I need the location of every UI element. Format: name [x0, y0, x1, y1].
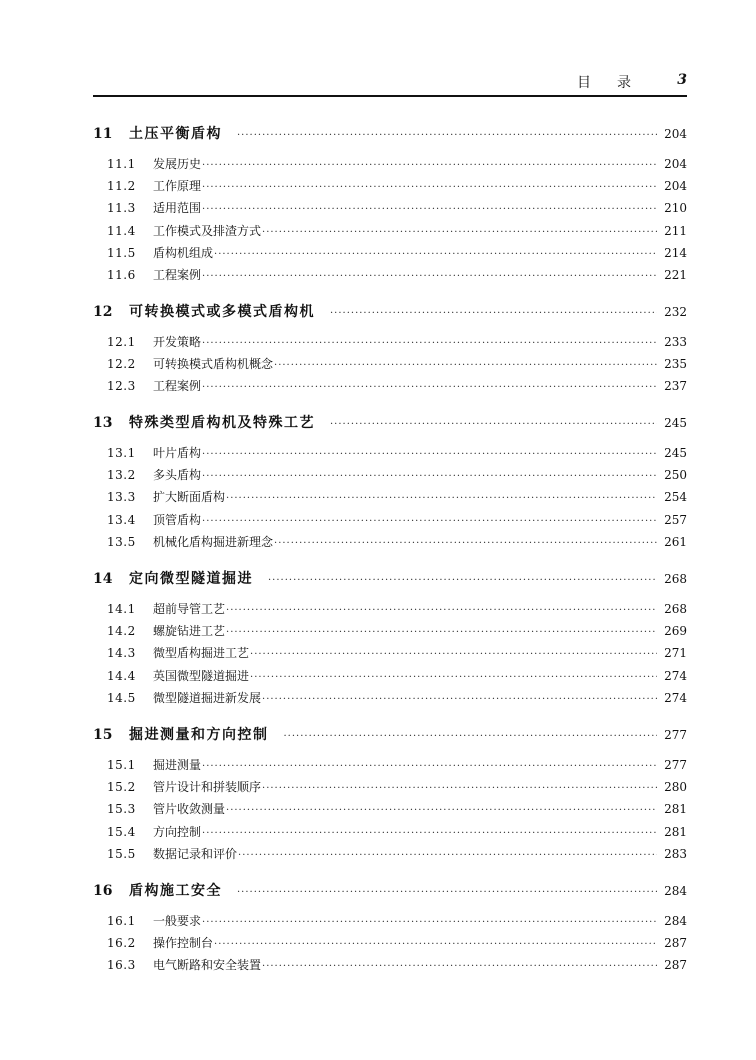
section-title: 叶片盾构: [153, 446, 202, 460]
section-page: 250: [664, 468, 687, 483]
section-page: 281: [664, 802, 687, 817]
leader-dots: [284, 731, 658, 742]
section-page: 281: [664, 824, 687, 839]
chapter-title: 可转换模式或多模式盾构机: [129, 304, 315, 320]
section-title: 微型隧道掘进新发展: [153, 690, 262, 705]
toc-section-row[interactable]: [93, 600, 687, 618]
section-number: 15.3: [107, 802, 136, 817]
leader-dots: [262, 227, 657, 238]
leader-dots: [214, 249, 657, 260]
leader-dots: [250, 672, 657, 683]
toc-chapter-row[interactable]: [93, 123, 687, 141]
leader-dots: [202, 449, 657, 460]
section-page: 204: [664, 157, 687, 171]
toc-chapter-row[interactable]: [93, 724, 687, 742]
toc-section-row[interactable]: [93, 466, 687, 484]
chapter-number: 15: [93, 727, 113, 743]
section-page: 287: [664, 936, 687, 951]
section-page: 233: [664, 335, 687, 349]
section-page: 274: [664, 668, 687, 683]
toc-section-row[interactable]: [93, 244, 687, 262]
section-page: 269: [664, 624, 687, 639]
leader-dots: [330, 308, 657, 319]
section-title: 可转换模式盾构机概念: [153, 357, 274, 372]
leader-dots: [262, 783, 657, 794]
leader-dots: [274, 360, 657, 371]
section-number: 11.3: [107, 201, 136, 216]
toc-section-row[interactable]: [93, 823, 687, 841]
header-title: 目录: [577, 75, 657, 91]
chapter-number: 14: [93, 571, 113, 587]
toc-section-row[interactable]: [93, 912, 687, 930]
section-number: 14.3: [107, 646, 136, 661]
section-number: 14.2: [107, 624, 136, 639]
toc-section-row[interactable]: [93, 956, 687, 974]
section-title: 扩大断面盾构: [153, 490, 226, 505]
section-page: 204: [664, 179, 687, 194]
section-title: 超前导管工艺: [153, 602, 226, 616]
section-number: 16.2: [107, 936, 136, 951]
section-title: 管片收敛测量: [153, 802, 226, 817]
chapter-title: 盾构施工安全: [129, 883, 222, 899]
leader-dots: [202, 471, 657, 482]
section-number: 15.2: [107, 780, 136, 795]
section-title: 机械化盾构掘进新理念: [153, 534, 274, 549]
section-number: 15.1: [107, 758, 136, 772]
section-number: 11.4: [107, 223, 136, 238]
section-number: 12.2: [107, 357, 136, 372]
section-page: 268: [664, 602, 687, 616]
leader-dots: [226, 493, 657, 504]
leader-dots: [262, 694, 657, 705]
toc-section-row[interactable]: [93, 155, 687, 173]
section-page: 277: [664, 758, 687, 772]
section-page: 280: [664, 780, 687, 795]
toc-section-row[interactable]: [93, 778, 687, 796]
section-page: 254: [664, 490, 687, 505]
toc-chapter-row[interactable]: [93, 412, 687, 430]
chapter-page: 268: [664, 572, 687, 586]
section-page: 283: [664, 846, 687, 861]
leader-dots: [250, 649, 657, 660]
section-page: 274: [664, 690, 687, 705]
leader-dots: [202, 338, 657, 349]
section-number: 13.2: [107, 468, 136, 483]
section-title: 方向控制: [153, 824, 202, 839]
section-page: 245: [664, 446, 687, 460]
section-page: 235: [664, 357, 687, 372]
toc-section-row[interactable]: [93, 934, 687, 952]
chapter-page: 277: [664, 728, 687, 742]
section-title: 电气断路和安全装置: [153, 958, 262, 973]
section-number: 12.1: [107, 335, 136, 349]
section-page: 261: [664, 534, 687, 549]
section-number: 11.5: [107, 245, 136, 260]
section-page: 287: [664, 958, 687, 973]
leader-dots: [214, 939, 657, 950]
leader-dots: [226, 627, 657, 638]
chapter-page: 284: [664, 884, 687, 898]
section-number: 12.3: [107, 379, 136, 394]
toc-section-row[interactable]: [93, 333, 687, 351]
toc-section-row[interactable]: [93, 845, 687, 863]
toc-section-row[interactable]: [93, 222, 687, 240]
section-page: 257: [664, 512, 687, 527]
section-number: 11.6: [107, 268, 136, 282]
chapter-page: 245: [664, 416, 687, 430]
header-page-number: 3: [677, 72, 687, 88]
section-title: 工作模式及排渣方式: [153, 223, 262, 238]
section-number: 13.5: [107, 534, 136, 549]
section-title: 发展历史: [153, 157, 202, 171]
toc-section-row[interactable]: [93, 644, 687, 662]
toc-section-row[interactable]: [93, 199, 687, 217]
section-page: 211: [664, 223, 687, 238]
section-page: 284: [664, 914, 687, 928]
section-number: 13.4: [107, 512, 136, 527]
section-page: 221: [664, 268, 687, 282]
leader-dots: [202, 761, 657, 772]
section-number: 15.4: [107, 824, 136, 839]
leader-dots: [226, 805, 657, 816]
section-title: 工程案例: [153, 268, 202, 282]
toc-section-row[interactable]: [93, 355, 687, 373]
toc-section-row[interactable]: [93, 266, 687, 284]
section-title: 顶管盾构: [153, 512, 202, 527]
leader-dots: [202, 382, 657, 393]
section-title: 开发策略: [153, 335, 202, 349]
toc-section-row[interactable]: [93, 377, 687, 395]
leader-dots: [268, 575, 657, 586]
toc-section-row[interactable]: [93, 488, 687, 506]
section-number: 16.3: [107, 958, 136, 973]
leader-dots: [330, 419, 657, 430]
section-number: 14.1: [107, 602, 136, 616]
leader-dots: [202, 204, 657, 215]
section-title: 适用范围: [153, 201, 202, 216]
section-page: 210: [664, 201, 687, 216]
toc-chapter-row[interactable]: [93, 301, 687, 319]
section-number: 15.5: [107, 846, 136, 861]
leader-dots: [202, 271, 657, 282]
section-page: 237: [664, 379, 687, 394]
toc-section-row[interactable]: [93, 444, 687, 462]
toc-section-row[interactable]: [93, 533, 687, 551]
chapter-title: 掘进测量和方向控制: [129, 727, 269, 743]
leader-dots: [202, 828, 657, 839]
leader-dots: [237, 130, 657, 141]
section-page: 214: [664, 245, 687, 260]
section-title: 工程案例: [153, 379, 202, 394]
chapter-number: 11: [93, 126, 113, 142]
section-title: 英国微型隧道掘进: [153, 668, 250, 683]
section-title: 微型盾构掘进工艺: [153, 646, 250, 661]
toc-section-row[interactable]: [93, 756, 687, 774]
chapter-number: 12: [93, 304, 113, 320]
toc-chapter-row[interactable]: [93, 880, 687, 898]
chapter-title: 土压平衡盾构: [129, 126, 222, 142]
leader-dots: [226, 605, 657, 616]
leader-dots: [274, 538, 657, 549]
section-title: 一般要求: [153, 914, 202, 928]
leader-dots: [202, 160, 657, 171]
header-rule: [93, 95, 687, 97]
chapter-page: 204: [664, 127, 687, 141]
chapter-title: 特殊类型盾构机及特殊工艺: [129, 415, 315, 431]
section-number: 11.1: [107, 157, 136, 171]
toc-section-row[interactable]: [93, 177, 687, 195]
toc-section-row[interactable]: [93, 689, 687, 707]
section-title: 管片设计和拼装顺序: [153, 780, 262, 795]
section-number: 13.3: [107, 490, 136, 505]
toc-chapter-row[interactable]: [93, 568, 687, 586]
chapter-page: 232: [664, 305, 687, 319]
section-title: 操作控制台: [153, 936, 214, 951]
leader-dots: [202, 917, 657, 928]
section-title: 数据记录和评价: [153, 846, 238, 861]
section-title: 螺旋钻进工艺: [153, 624, 226, 639]
toc-section-row[interactable]: [93, 667, 687, 685]
section-number: 14.5: [107, 690, 136, 705]
section-page: 271: [664, 646, 687, 661]
leader-dots: [237, 887, 657, 898]
running-header: [93, 72, 687, 94]
section-title: 多头盾构: [153, 468, 202, 483]
leader-dots: [262, 961, 657, 972]
chapter-title: 定向微型隧道掘进: [129, 571, 253, 587]
toc-section-row[interactable]: [93, 800, 687, 818]
section-title: 掘进测量: [153, 758, 202, 772]
leader-dots: [202, 182, 657, 193]
section-number: 16.1: [107, 914, 136, 928]
section-title: 盾构机组成: [153, 245, 214, 260]
chapter-number: 13: [93, 415, 113, 431]
toc-section-row[interactable]: [93, 511, 687, 529]
section-number: 11.2: [107, 179, 136, 194]
toc-section-row[interactable]: [93, 622, 687, 640]
section-number: 14.4: [107, 668, 136, 683]
leader-dots: [202, 516, 657, 527]
section-number: 13.1: [107, 446, 136, 460]
chapter-number: 16: [93, 883, 113, 899]
leader-dots: [238, 850, 657, 861]
section-title: 工作原理: [153, 179, 202, 194]
